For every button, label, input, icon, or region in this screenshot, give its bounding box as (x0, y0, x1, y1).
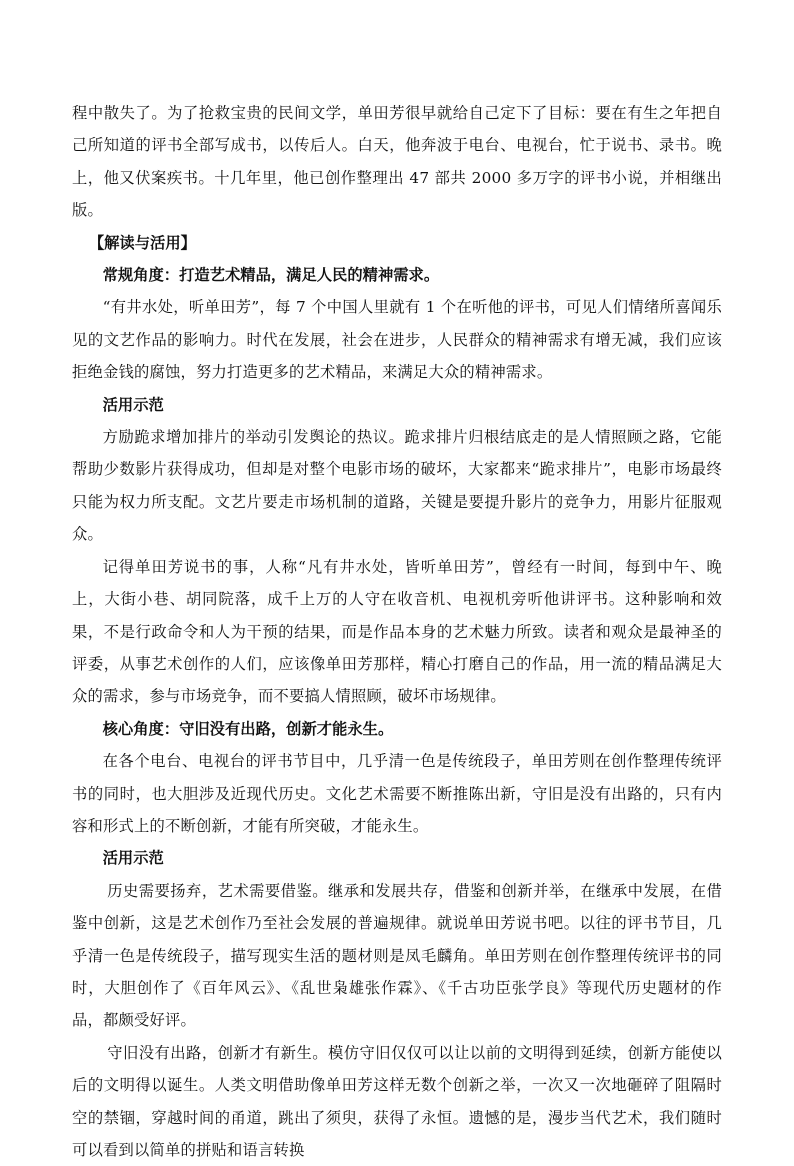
body-paragraph: 历史需要扬弃，艺术需要借鉴。继承和发展共存，借鉴和创新并举，在继承中发展，在借鉴中创新，这是艺术创作乃至社会发展的普遍规律。就说单田芳说书吧。以往的评书节目，几乎清一色是传统段子，描写现实生活的题材则是凤毛麟角。单田芳则在创作整理传统评书的同时，大胆创作了《百年风云》、《乱世枭雄张作霖》、《千古功臣张学良》等现代历史题材的作品，都颇受好评。 (72, 881, 722, 1030)
subheading-core-angle: 核心角度：守旧没有出路，创新才能永生。 (102, 719, 394, 738)
subheading-conventional-angle: 常规角度：打造艺术精品，满足人民的精神需求。 (102, 266, 440, 285)
body-paragraph: 守旧没有出路，创新才有新生。模仿守旧仅仅可以让以前的文明得到延续，创新方能使以后的文明得以诞生。人类文明借助像单田芳这样无数个创新之举，一次又一次地砸碎了阻隔时空的禁锢，穿越时间的甬道，跳出了须臾，获得了永恒。遗憾的是，漫步当代艺术，我们随时可以看到以简单的拼贴和语言转换 (72, 1043, 722, 1159)
section-heading-interpretation: 【解读与活用】 (88, 233, 196, 252)
body-paragraph: “有井水处，听单田芳”，每 7 个中国人里就有 1 个在听他的评书，可见人们情绪所喜闻乐见的文艺作品的影响力。时代在发展，社会在进步，人民群众的精神需求有增无减，我们应该拒绝金钱的腐蚀，努力打造更多的艺术精品，来满足大众的精神需求。 (72, 298, 722, 382)
subheading-example: 活用示范 (102, 395, 164, 414)
document-page (72, 97, 722, 1166)
body-paragraph: 程中散失了。为了抢救宝贵的民间文学，单田芳很早就给自己定下了目标：要在有生之年把自己所知道的评书全部写成书，以传后人。白天，他奔波于电台、电视台，忙于说书、录书。晚上，他又伏案疾书。十几年里，他已创作整理出 47 部共 2000 多万字的评书小说，并相继出版。 (72, 104, 722, 220)
body-paragraph: 记得单田芳说书的事，人称“凡有井水处，皆听单田芳”，曾经有一时间，每到中午、晚上，大街小巷、胡同院落，成千上万的人守在收音机、电视机旁听他讲评书。这种影响和效果，不是行政命令和人为干预的结果，而是作品本身的艺术魅力所致。读者和观众是最神圣的评委，从事艺术创作的人们，应该像单田芳那样，精心打磨自己的作品，用一流的精品满足大众的需求，参与市场竞争，而不要搞人情照顾，破坏市场规律。 (72, 557, 722, 706)
subheading-example: 活用示范 (102, 849, 164, 868)
body-paragraph: 在各个电台、电视台的评书节目中，几乎清一色是传统段子，单田芳则在创作整理传统评书的同时，也大胆涉及近现代历史。文化艺术需要不断推陈出新，守旧是没有出路的，只有内容和形式上的不断创新，才能有所突破，才能永生。 (72, 752, 722, 835)
body-paragraph: 方励跪求增加排片的举动引发舆论的热议。跪求排片归根结底走的是人情照顾之路，它能帮助少数影片获得成功，但却是对整个电影市场的破坏，大家都来“跪求排片”，电影市场最终只能为权力所支配。文艺片要走市场机制的道路，关键是要提升影片的竞争力，用影片征服观众。 (72, 428, 722, 544)
